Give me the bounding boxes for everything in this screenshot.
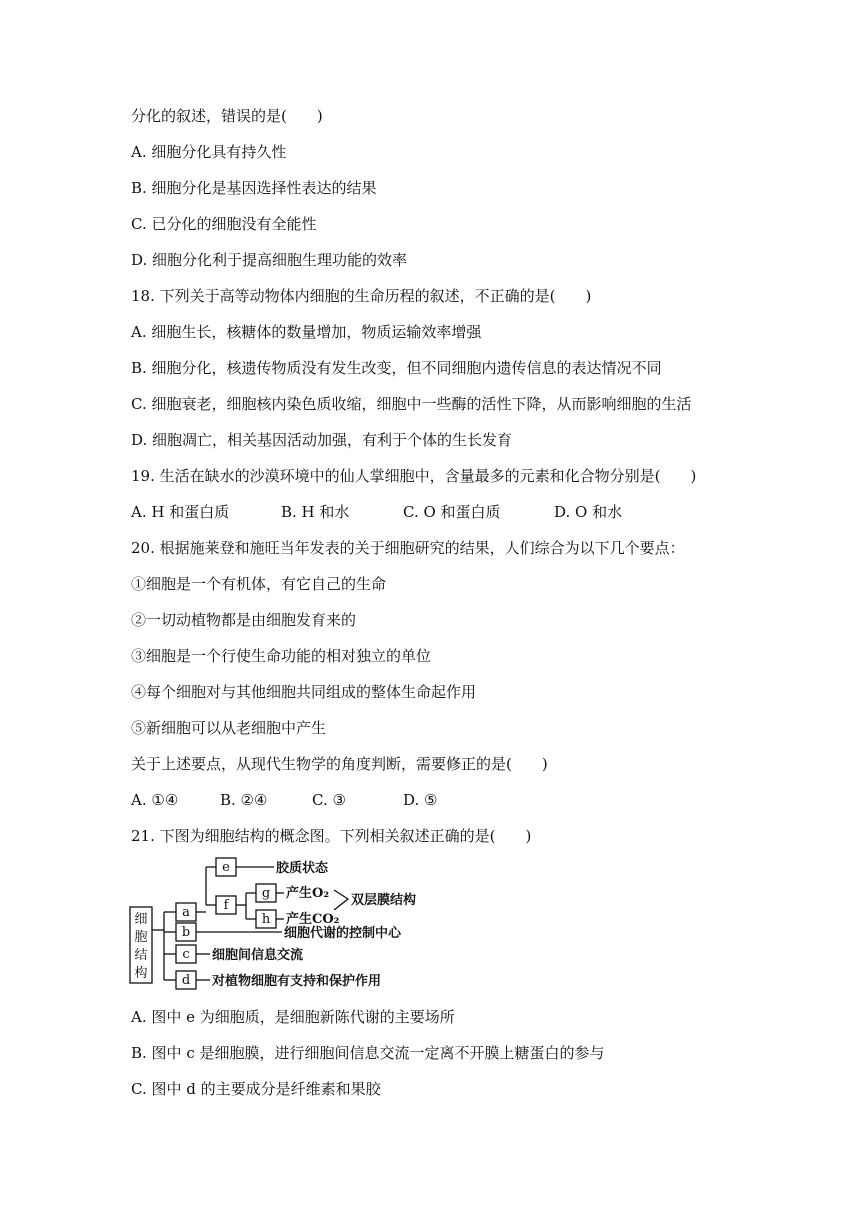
q19-option-b: B. H 和水 (281, 503, 350, 521)
q20-question: 关于上述要点，从现代生物学的角度判断，需要修正的是( ) (131, 755, 548, 773)
q20-option-b: B. ②④ (220, 791, 268, 809)
q21-option-c: C. 图中 d 的主要成分是纤维素和果胶 (131, 1080, 381, 1098)
q21-option-b: B. 图中 c 是细胞膜，进行细胞间信息交流一定离不开膜上糖蛋白的参与 (131, 1044, 605, 1062)
q20-option-d: D. ⑤ (403, 791, 438, 809)
q19-stem: 19. 生活在缺水的沙漠环境中的仙人掌细胞中，含量最多的元素和化合物分别是( ) (131, 467, 697, 485)
q18-option-a: A. 细胞生长，核糖体的数量增加，物质运输效率增强 (131, 323, 482, 341)
label-d: 对植物细胞有支持和保护作用 (212, 974, 382, 989)
box-e-label: e (222, 860, 230, 875)
q19-option-c: C. O 和蛋白质 (403, 503, 501, 521)
q17-stem-continued: 分化的叙述，错误的是( ) (131, 107, 323, 125)
q20-point-2: ②一切动植物都是由细胞发育来的 (131, 611, 357, 629)
q20-point-5: ⑤新细胞可以从老细胞中产生 (131, 719, 327, 737)
box-a-label: a (182, 905, 190, 920)
q19-option-d: D. O 和水 (554, 503, 623, 521)
q18-stem: 18. 下列关于高等动物体内细胞的生命历程的叙述，不正确的是( ) (131, 287, 592, 305)
q17-option-a: A. 细胞分化具有持久性 (131, 143, 287, 161)
q17-option-d: D. 细胞分化利于提高细胞生理功能的效率 (131, 251, 408, 269)
label-g: 产生O₂ (286, 886, 330, 901)
root-char-1: 细 (134, 912, 148, 927)
q20-point-1: ①细胞是一个有机体，有它自己的生命 (131, 575, 387, 593)
label-b: 细胞代谢的控制中心 (284, 926, 402, 941)
box-f-label: f (223, 898, 229, 913)
q20-option-c: C. ③ (312, 791, 346, 809)
root-char-3: 结 (134, 948, 148, 963)
cell-structure-concept-diagram (126, 855, 456, 993)
label-e: 胶质状态 (276, 861, 329, 876)
box-d-label: d (181, 973, 191, 988)
q21-stem: 21. 下图为细胞结构的概念图。下列相关叙述正确的是( ) (131, 827, 532, 845)
q19-option-a: A. H 和蛋白质 (131, 503, 230, 521)
q20-point-4: ④每个细胞对与其他细胞共同组成的整体生命起作用 (131, 683, 477, 701)
root-char-2: 胞 (134, 930, 148, 945)
box-c-label: c (182, 947, 190, 962)
q20-option-a: A. ①④ (131, 791, 179, 809)
label-h: 产生CO₂ (286, 912, 340, 927)
box-h-label: h (261, 912, 271, 927)
label-c: 细胞间信息交流 (212, 948, 304, 963)
q17-option-c: C. 已分化的细胞没有全能性 (131, 215, 317, 233)
q21-option-a: A. 图中 e 为细胞质，是细胞新陈代谢的主要场所 (131, 1008, 455, 1026)
q18-option-b: B. 细胞分化，核遗传物质没有发生改变，但不同细胞内遗传信息的表达情况不同 (131, 359, 662, 377)
root-char-4: 构 (134, 966, 148, 981)
q17-option-b: B. 细胞分化是基因选择性表达的结果 (131, 179, 377, 197)
q20-stem: 20. 根据施莱登和施旺当年发表的关于细胞研究的结果，人们综合为以下几个要点： (131, 539, 685, 557)
box-b-label: b (181, 925, 191, 940)
q18-option-c: C. 细胞衰老，细胞核内染色质收缩，细胞中一些酶的活性下降，从而影响细胞的生活 (131, 395, 692, 413)
box-g-label: g (261, 886, 271, 901)
label-double-membrane: 双层膜结构 (351, 893, 417, 908)
q18-option-d: D. 细胞凋亡，相关基因活动加强，有利于个体的生长发育 (131, 431, 513, 449)
q20-point-3: ③细胞是一个行使生命功能的相对独立的单位 (131, 647, 432, 665)
